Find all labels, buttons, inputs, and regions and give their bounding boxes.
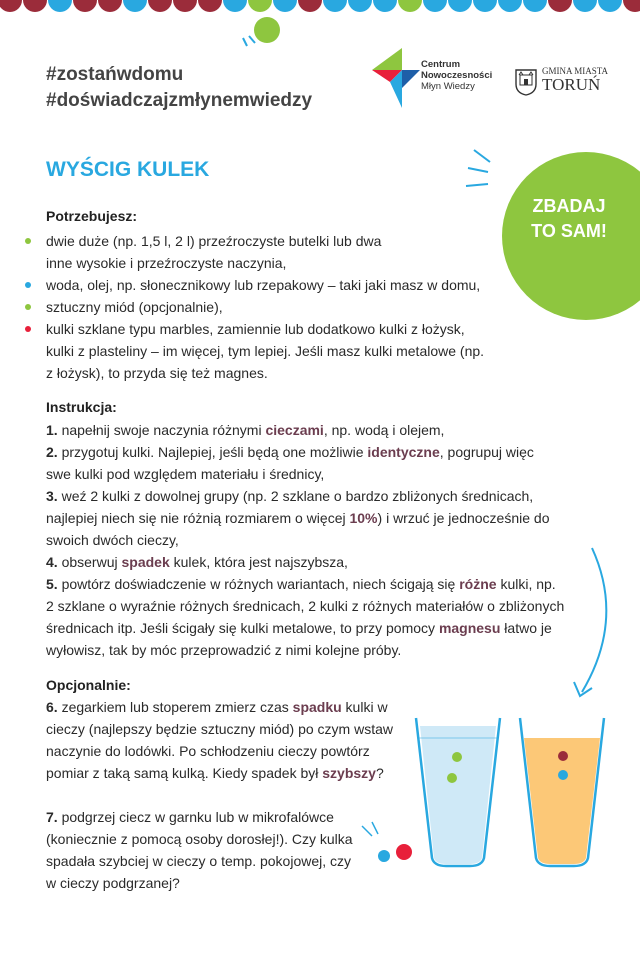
instruction-step-5: 5. powtórz doświadczenie w różnych wariantach, niech ścigają się różne kulki, np. 2 szklane o wyraźnie różnych średnicach, 2 kulki z różnych materiałów o zbliżonych średnicach itp. Jeśli ścigały się kulki metalowe, to przy pomocy magnesu łatwo je wyłowisz, tak by móc przeprowadzić z nimi kolejne próby. — [46, 576, 565, 658]
hashtag-experience: #doświadczajzmłynemwiedzy — [46, 90, 313, 111]
cn-logo-text: Centrum Nowoczesności Młyn Wiedzy — [421, 59, 493, 92]
optional-step-7: 7. podgrzej ciecz w garnku lub w mikrofalówce (koniecznie z pomocą osoby dorosłej!). Czy kulka spadała szybciej w cieczy o temp. pokojowej, czy w cieczy podgrzanej? — [46, 809, 353, 891]
hashtag-stay-home: #zostańwdomu — [46, 64, 184, 85]
explore-badge-text: ZBADAJ TO SAM! — [531, 196, 607, 241]
needs-item-4: kulki szklane typu marbles, zamiennie lub dodatkowo kulki z łożysk, kulki z plasteliny – im więcej, tym lepiej. Jeśli masz kulki metalowe (np. z łożysk), to przyda się też magnes. — [46, 321, 485, 381]
instructions-heading: Instrukcja: — [46, 399, 117, 415]
optional-step-6: 6. zegarkiem lub stoperem zmierz czas spadku kulki w cieczy (najlepszy będzie sztuczny miód) po czym wstaw naczynie do lodówki. Po schłodzeniu cieczy powtórz pomiar z taką samą kulką. Kiedy spadek był szybszy? — [46, 699, 394, 781]
needs-item-2: woda, olej, np. słonecznikowy lub rzepakowy – taki jaki masz w domu, — [46, 277, 481, 293]
page-title: WYŚCIG KULEK — [46, 158, 210, 181]
oil-glass — [520, 718, 604, 866]
optional-heading: Opcjonalnie: — [46, 677, 131, 693]
needs-item-3: sztuczny miód (opcjonalnie), — [46, 299, 223, 315]
instruction-step-2: 2. przygotuj kulki. Najlepiej, jeśli będą one możliwie identyczne, pogrupuj więc swe kulki pod względem materiału i średnicy, — [46, 444, 534, 482]
instruction-step-3: 3. weź 2 kulki z dowolnej grupy (np. 2 szklane o bardzo zbliżonych średnicach, najlepiej niech się nie różnią rozmiarem o więcej 10%) i wrzuć je jednocześnie do swoich dwóch cieczy, — [46, 488, 550, 548]
needs-heading: Potrzebujesz: — [46, 208, 138, 224]
curved-arrow-icon — [582, 548, 606, 692]
water-glass — [416, 718, 500, 866]
needs-item-1: dwie duże (np. 1,5 l, 2 l) przeźroczyste butelki lub dwa inne wysokie i przeźroczyste naczynia, — [46, 233, 382, 271]
instruction-step-1: 1. napełnij swoje naczynia różnymi cieczami, np. wodą i olejem, — [46, 422, 445, 438]
marbles-decoration — [362, 822, 412, 862]
instruction-step-4: 4. obserwuj spadek kulek, która jest najszybsza, — [46, 554, 348, 570]
